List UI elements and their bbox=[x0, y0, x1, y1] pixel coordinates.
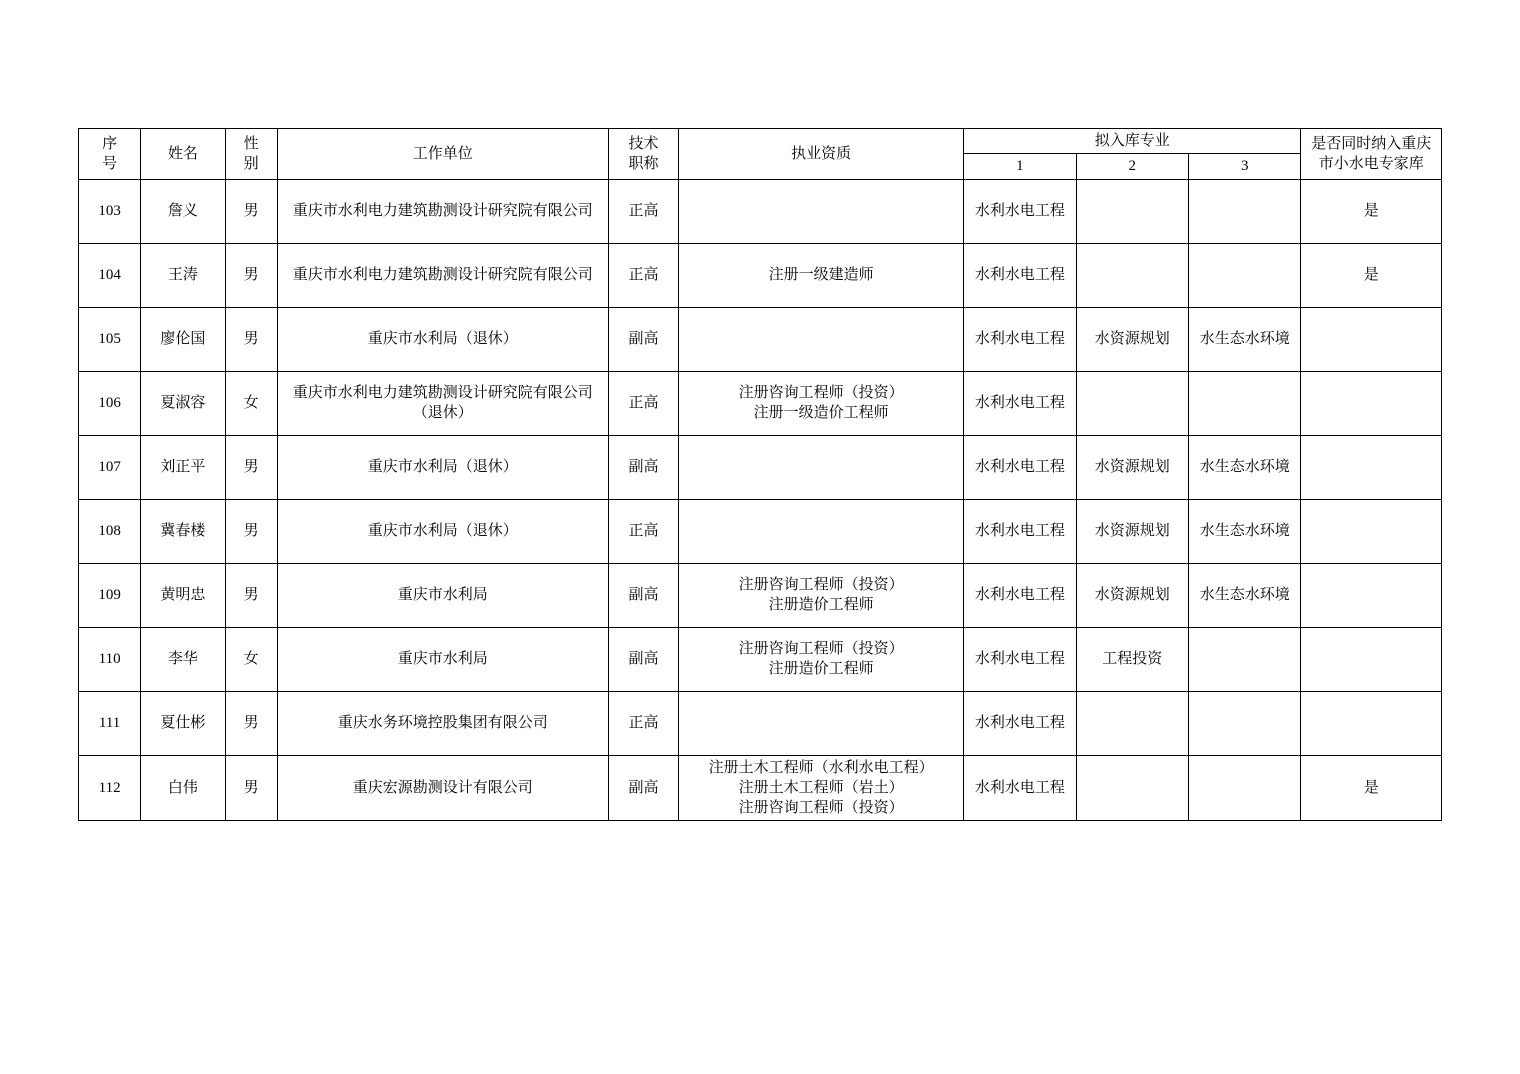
cell-major-2 bbox=[1076, 371, 1188, 435]
cell-unit: 重庆水务环境控股集团有限公司 bbox=[277, 691, 608, 755]
cell-qualification: 注册咨询工程师（投资） 注册造价工程师 bbox=[679, 563, 964, 627]
table-row bbox=[79, 307, 1442, 371]
header-gender-line2: 别 bbox=[243, 155, 259, 172]
cell-gender: 男 bbox=[225, 435, 277, 499]
cell-major-1: 水利水电工程 bbox=[964, 307, 1076, 371]
cell-major-3 bbox=[1189, 371, 1301, 435]
cell-seq: 111 bbox=[79, 691, 141, 755]
cell-major-1: 水利水电工程 bbox=[964, 627, 1076, 691]
table-row bbox=[79, 627, 1442, 691]
cell-small-hydro bbox=[1301, 499, 1442, 563]
cell-small-hydro bbox=[1301, 371, 1442, 435]
cell-name: 詹义 bbox=[141, 179, 225, 243]
cell-small-hydro bbox=[1301, 627, 1442, 691]
cell-gender: 男 bbox=[225, 243, 277, 307]
cell-qualification: 注册咨询工程师（投资） 注册造价工程师 bbox=[679, 627, 964, 691]
cell-unit: 重庆市水利局 bbox=[277, 563, 608, 627]
header-name: 姓名 bbox=[141, 129, 225, 180]
cell-seq: 107 bbox=[79, 435, 141, 499]
document-page bbox=[78, 128, 1442, 821]
cell-major-1: 水利水电工程 bbox=[964, 371, 1076, 435]
header-gender-line1: 性 bbox=[243, 135, 259, 152]
header-title-line2: 职称 bbox=[628, 155, 659, 172]
cell-major-3 bbox=[1189, 755, 1301, 821]
cell-title: 正高 bbox=[608, 371, 678, 435]
cell-qualification bbox=[679, 499, 964, 563]
cell-qualification: 注册咨询工程师（投资） 注册一级造价工程师 bbox=[679, 371, 964, 435]
cell-major-1: 水利水电工程 bbox=[964, 435, 1076, 499]
cell-seq: 108 bbox=[79, 499, 141, 563]
table-row bbox=[79, 243, 1442, 307]
cell-name: 冀春楼 bbox=[141, 499, 225, 563]
cell-major-3 bbox=[1189, 179, 1301, 243]
cell-major-1: 水利水电工程 bbox=[964, 179, 1076, 243]
cell-title: 正高 bbox=[608, 179, 678, 243]
cell-major-1: 水利水电工程 bbox=[964, 755, 1076, 821]
cell-qualification bbox=[679, 307, 964, 371]
cell-name: 刘正平 bbox=[141, 435, 225, 499]
cell-major-1: 水利水电工程 bbox=[964, 243, 1076, 307]
cell-name: 夏淑容 bbox=[141, 371, 225, 435]
cell-unit: 重庆市水利局（退休） bbox=[277, 499, 608, 563]
cell-qualification: 注册一级建造师 bbox=[679, 243, 964, 307]
table-header bbox=[79, 129, 1442, 180]
header-qualification: 执业资质 bbox=[679, 129, 964, 180]
cell-major-2: 水资源规划 bbox=[1076, 563, 1188, 627]
cell-small-hydro: 是 bbox=[1301, 179, 1442, 243]
cell-gender: 男 bbox=[225, 563, 277, 627]
cell-qualification bbox=[679, 435, 964, 499]
cell-title: 正高 bbox=[608, 499, 678, 563]
table-row bbox=[79, 371, 1442, 435]
cell-title: 副高 bbox=[608, 435, 678, 499]
cell-name: 廖伦国 bbox=[141, 307, 225, 371]
cell-small-hydro bbox=[1301, 435, 1442, 499]
cell-major-3: 水生态水环境 bbox=[1189, 563, 1301, 627]
cell-major-3 bbox=[1189, 691, 1301, 755]
cell-seq: 109 bbox=[79, 563, 141, 627]
cell-major-2 bbox=[1076, 755, 1188, 821]
cell-major-2: 工程投资 bbox=[1076, 627, 1188, 691]
header-gender bbox=[225, 129, 277, 180]
cell-name: 王涛 bbox=[141, 243, 225, 307]
cell-major-3: 水生态水环境 bbox=[1189, 435, 1301, 499]
cell-gender: 男 bbox=[225, 755, 277, 821]
cell-major-3: 水生态水环境 bbox=[1189, 307, 1301, 371]
cell-small-hydro bbox=[1301, 307, 1442, 371]
cell-gender: 男 bbox=[225, 499, 277, 563]
table-row bbox=[79, 435, 1442, 499]
cell-major-1: 水利水电工程 bbox=[964, 691, 1076, 755]
header-title-line1: 技术 bbox=[628, 135, 659, 152]
cell-gender: 男 bbox=[225, 179, 277, 243]
cell-major-3 bbox=[1189, 243, 1301, 307]
cell-unit: 重庆市水利局 bbox=[277, 627, 608, 691]
cell-seq: 104 bbox=[79, 243, 141, 307]
cell-major-2: 水资源规划 bbox=[1076, 499, 1188, 563]
cell-seq: 106 bbox=[79, 371, 141, 435]
cell-small-hydro bbox=[1301, 563, 1442, 627]
cell-major-2: 水资源规划 bbox=[1076, 307, 1188, 371]
cell-title: 正高 bbox=[608, 691, 678, 755]
cell-qualification bbox=[679, 691, 964, 755]
table-row bbox=[79, 179, 1442, 243]
header-title bbox=[608, 129, 678, 180]
cell-title: 副高 bbox=[608, 563, 678, 627]
cell-small-hydro: 是 bbox=[1301, 755, 1442, 821]
cell-gender: 男 bbox=[225, 691, 277, 755]
header-major-1: 1 bbox=[964, 154, 1076, 179]
cell-seq: 105 bbox=[79, 307, 141, 371]
header-seq-line1: 序 bbox=[102, 135, 118, 152]
expert-roster-table bbox=[78, 128, 1442, 821]
cell-title: 副高 bbox=[608, 755, 678, 821]
table-row bbox=[79, 563, 1442, 627]
cell-unit: 重庆市水利局（退休） bbox=[277, 307, 608, 371]
cell-title: 副高 bbox=[608, 307, 678, 371]
cell-seq: 110 bbox=[79, 627, 141, 691]
cell-major-3: 水生态水环境 bbox=[1189, 499, 1301, 563]
header-seq bbox=[79, 129, 141, 180]
cell-qualification: 注册土木工程师（水利水电工程） 注册土木工程师（岩土） 注册咨询工程师（投资） bbox=[679, 755, 964, 821]
cell-gender: 女 bbox=[225, 371, 277, 435]
cell-title: 副高 bbox=[608, 627, 678, 691]
table-row bbox=[79, 499, 1442, 563]
header-row-1 bbox=[79, 129, 1442, 154]
cell-seq: 103 bbox=[79, 179, 141, 243]
cell-unit: 重庆市水利电力建筑勘测设计研究院有限公司 bbox=[277, 179, 608, 243]
cell-name: 夏仕彬 bbox=[141, 691, 225, 755]
header-small-hydro: 是否同时纳入重庆市小水电专家库 bbox=[1301, 129, 1442, 180]
header-major-2: 2 bbox=[1076, 154, 1188, 179]
cell-name: 黄明忠 bbox=[141, 563, 225, 627]
header-major-3: 3 bbox=[1189, 154, 1301, 179]
cell-seq: 112 bbox=[79, 755, 141, 821]
cell-major-3 bbox=[1189, 627, 1301, 691]
table-row bbox=[79, 755, 1442, 821]
cell-unit: 重庆宏源勘测设计有限公司 bbox=[277, 755, 608, 821]
cell-small-hydro bbox=[1301, 691, 1442, 755]
cell-major-2 bbox=[1076, 179, 1188, 243]
cell-gender: 男 bbox=[225, 307, 277, 371]
cell-major-2: 水资源规划 bbox=[1076, 435, 1188, 499]
cell-major-2 bbox=[1076, 691, 1188, 755]
cell-major-2 bbox=[1076, 243, 1188, 307]
cell-small-hydro: 是 bbox=[1301, 243, 1442, 307]
header-unit: 工作单位 bbox=[277, 129, 608, 180]
cell-major-1: 水利水电工程 bbox=[964, 499, 1076, 563]
cell-gender: 女 bbox=[225, 627, 277, 691]
cell-title: 正高 bbox=[608, 243, 678, 307]
cell-unit: 重庆市水利局（退休） bbox=[277, 435, 608, 499]
table-row bbox=[79, 691, 1442, 755]
header-seq-line2: 号 bbox=[102, 155, 118, 172]
cell-unit: 重庆市水利电力建筑勘测设计研究院有限公司 bbox=[277, 243, 608, 307]
cell-qualification bbox=[679, 179, 964, 243]
cell-name: 李华 bbox=[141, 627, 225, 691]
cell-major-1: 水利水电工程 bbox=[964, 563, 1076, 627]
cell-name: 白伟 bbox=[141, 755, 225, 821]
cell-unit: 重庆市水利电力建筑勘测设计研究院有限公司（退休） bbox=[277, 371, 608, 435]
header-major-group: 拟入库专业 bbox=[964, 129, 1301, 154]
table-body bbox=[79, 179, 1442, 821]
